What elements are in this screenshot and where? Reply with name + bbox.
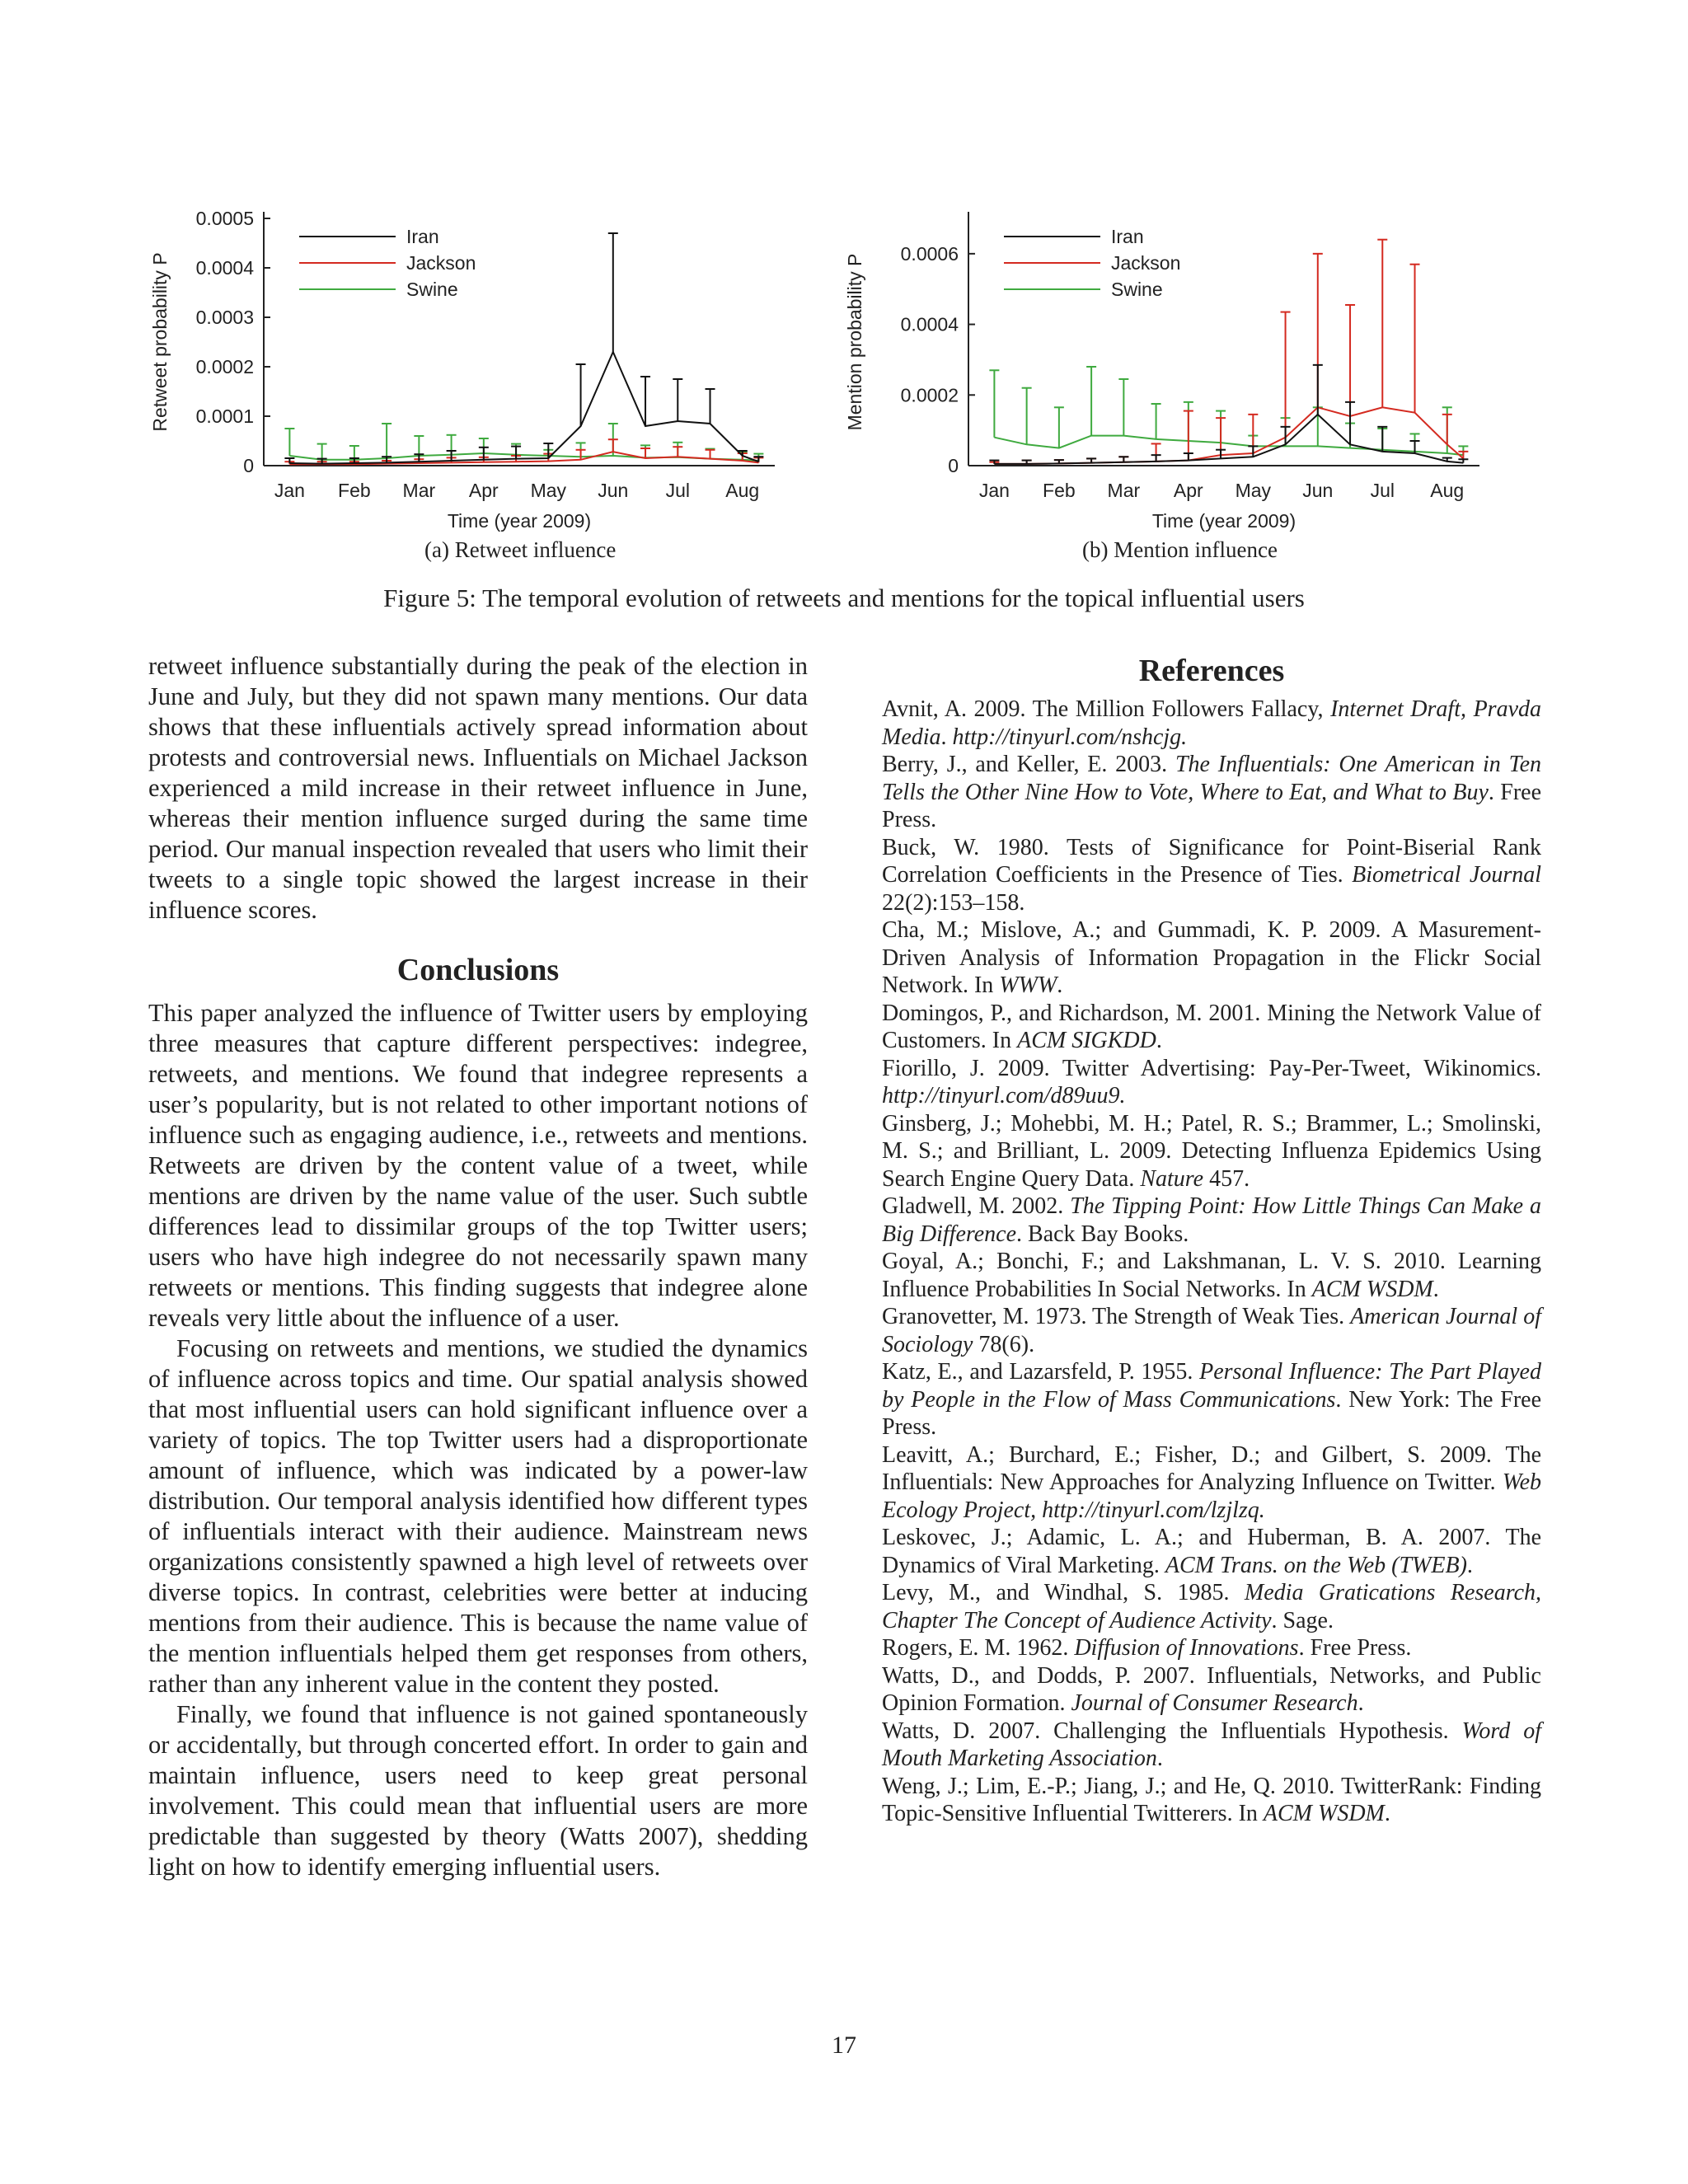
reference-italic: Internet Draft, Pravda Media [882, 696, 1541, 750]
reference-text: . [1156, 1028, 1162, 1053]
reference-text: Leskovec, J.; Adamic, L. A.; and Huberman, B. A. 2007. The Dynamics of Viral Marketing. [882, 1525, 1541, 1578]
reference-text: . [1057, 972, 1063, 998]
reference-text: Weng, J.; Lim, E.-P.; Jiang, J.; and He, Q. 2010. TwitterRank: Finding Topic-Sensitive Influential Twitterers. In [882, 1773, 1541, 1826]
reference-italic: Web Ecology Project, http://tinyurl.com/lzjlzq. [882, 1469, 1541, 1523]
legend-label: Jackson [1111, 252, 1181, 274]
reference-item [882, 1110, 1541, 1193]
x-axis-label: Time (year 2009) [1151, 510, 1296, 532]
reference-italic: The Influentials: One American in Ten Tells the Other Nine How to Vote, Where to Eat, and What to Buy [882, 752, 1542, 805]
reference-italic: Nature [1140, 1165, 1204, 1192]
paragraph-conclusions-2: Focusing on retweets and mentions, we studied the dynamics of influence across topics and time. Our spatial analysis showed that most influential users can hold significant influence over a variety of topics. The top Twitter users had a disproportionate amount of influence, which was indicated by a power-law distribution. Our temporal analysis identified how different types of influentials interact with their audience. Mainstream news organizations consistently spawned a high level of retweets over diverse topics. In contrast, celebrities were better at inducing mentions from their audience. This is because the name value of the mention influentials helped them get responses from others, rather than any inherent value in the content they posted. [148, 1334, 808, 1698]
y-tick-label: 0.0004 [900, 313, 959, 335]
series-swine [284, 424, 763, 461]
reference-text: Cha, M.; Mislove, A.; and Gummadi, K. P. 2009. A Masurement-Driven Analysis of Information Propagation in the Flickr Social Network. In [882, 917, 1541, 998]
reference-item [882, 834, 1541, 917]
reference-text: Watts, D. 2007. Challenging the Influentials Hypothesis. [882, 1718, 1462, 1744]
figure-caption: Figure 5: The temporal evolution of retweets and mentions for the topical influential users [383, 583, 1305, 612]
x-tick-label: Jul [665, 480, 690, 501]
y-tick-label: 0.0004 [195, 257, 254, 279]
mention-chart-svg [837, 181, 1512, 532]
reference-text: . [1466, 1552, 1473, 1578]
x-tick-label: Jan [978, 480, 1010, 501]
reference-text: . Sage. [1271, 1607, 1334, 1633]
reference-text: Katz, E., and Lazarsfeld, P. 1955. [882, 1359, 1200, 1385]
reference-text: . [1156, 1746, 1163, 1771]
x-tick-label: Aug [1430, 480, 1465, 501]
reference-text: Leavitt, A.; Burchard, E.; Fisher, D.; and Gilbert, S. 2009. The Influentials: New Approaches for Analyzing Influence on Twitter. [882, 1441, 1541, 1495]
reference-text: Goyal, A.; Bonchi, F.; and Lakshmanan, L. V. S. 2010. Learning Influence Probabilities In Social Networks. In [882, 1249, 1541, 1302]
reference-item [882, 1579, 1541, 1634]
x-tick-label: Apr [468, 480, 499, 501]
reference-item [882, 1441, 1541, 1525]
reference-item [882, 916, 1541, 1000]
reference-italic: Media Gratications Research, Chapter The Concept of Audience Activity [882, 1580, 1541, 1633]
reference-item [882, 1000, 1541, 1055]
subcaption-b: (b) Mention influence [1082, 537, 1278, 562]
x-tick-label: Feb [338, 480, 371, 501]
y-tick-label: 0.0006 [900, 242, 959, 265]
paragraph-conclusions-3: Finally, we found that influence is not gained spontaneously or accidentally, but through concerted effort. In order to gain and maintain influence, users need to keep great personal involvement. This could mean that influential users are more predictable than suggested by theory (Watts 2007), shedding light on how to identify emerging influential users. [148, 1700, 808, 1881]
reference-item [882, 1193, 1541, 1248]
right-column [882, 651, 1541, 1828]
reference-text: . Free Press. [882, 779, 1541, 832]
reference-text: Ginsberg, J.; Mohebbi, M. H.; Patel, R. S.; Brammer, L.; Smolinski, M. S.; and Brilliant, L. 2009. Detecting Influenza Epidemics Using Search Engine Query Data. [882, 1110, 1541, 1192]
reference-text: . [1384, 1801, 1390, 1826]
reference-italic: Diffusion of Innovations [1074, 1635, 1299, 1661]
x-tick-label: Jan [274, 480, 305, 501]
x-tick-label: Aug [725, 480, 760, 501]
reference-text: . Free Press. [1298, 1635, 1412, 1661]
retweet-chart-svg [132, 181, 808, 532]
x-tick-label: Jun [598, 480, 629, 501]
mention-influence-chart [837, 181, 1512, 532]
y-tick-label: 0 [948, 455, 959, 476]
x-tick-label: Apr [1173, 480, 1203, 501]
series-line [994, 407, 1463, 464]
y-tick-label: 0.0003 [195, 307, 254, 328]
reference-text: Levy, M., and Windhal, S. 1985. [882, 1580, 1245, 1605]
reference-text: Gladwell, M. 2002. [882, 1193, 1071, 1219]
reference-text: 457. [1203, 1165, 1250, 1192]
reference-text: . [1357, 1690, 1364, 1716]
reference-text: Watts, D., and Dodds, P. 2007. Influentials, Networks, and Public Opinion Formation. [882, 1662, 1541, 1716]
reference-text: 22(2):153–158. [882, 889, 1025, 916]
legend-label: Swine [406, 279, 458, 300]
reference-text: Domingos, P., and Richardson, M. 2001. Mining the Network Value of Customers. In [882, 1000, 1541, 1053]
y-tick-label: 0.0002 [900, 384, 959, 406]
reference-italic: Word of Mouth Marketing Association [882, 1718, 1541, 1771]
series-jackson [284, 439, 763, 464]
reference-italic: ACM WSDM [1263, 1801, 1385, 1826]
reference-item [882, 751, 1541, 834]
reference-text: Buck, W. 1980. Tests of Significance for Point-Biserial Rank Correlation Coefficients in the Presence of Ties. [882, 834, 1541, 888]
y-axis-label: Retweet probability P [149, 252, 171, 432]
x-tick-label: Feb [1043, 480, 1076, 501]
reference-italic: Biometrical Journal [1352, 862, 1542, 888]
reference-italic: The Tipping Point: How Little Things Can Make a Big Difference [882, 1193, 1541, 1247]
y-axis-label: Mention probability P [844, 253, 865, 431]
reference-item [882, 1358, 1541, 1441]
reference-item [882, 1055, 1541, 1110]
x-axis-label: Time (year 2009) [447, 510, 592, 532]
reference-item [882, 1634, 1541, 1662]
reference-text: . [940, 724, 953, 750]
reference-text: Berry, J., and Keller, E. 2003. [882, 752, 1175, 777]
x-tick-label: May [1235, 480, 1272, 501]
retweet-influence-chart [132, 181, 808, 532]
x-tick-label: Mar [402, 480, 436, 501]
x-tick-label: May [530, 480, 567, 501]
series-line [994, 415, 1463, 464]
reference-text: Granovetter, M. 1973. The Strength of Weak Ties. [882, 1304, 1351, 1329]
y-tick-label: 0 [243, 455, 254, 476]
legend-label: Swine [1111, 279, 1163, 300]
paragraph-conclusions-1: This paper analyzed the influence of Twitter users by employing three measures that capture different perspectives: indegree, retweets, and mentions. We found that indegree represents a user’s popularity, but is not related to other important notions of influence such as engaging audience, i.e., retweets and mentions. Retweets are driven by the content value of a tweet, while mentions are driven by the name value of the user. Such subtle differences lead to dissimilar groups of the top Twitter users; users who have high indegree do not necessarily spawn many retweets or mentions. This finding suggests that indegree alone reveals very little about the influence of a user. [148, 999, 808, 1332]
reference-list [882, 696, 1541, 1828]
subcaption-a: (a) Retweet influence [424, 537, 617, 562]
reference-item [882, 1303, 1541, 1358]
reference-item [882, 1773, 1541, 1828]
reference-italic: Journal of Consumer Research [1071, 1690, 1358, 1716]
series-iran [989, 365, 1468, 464]
series-iran [284, 233, 763, 464]
x-tick-label: Jul [1370, 480, 1395, 501]
reference-item [882, 1662, 1541, 1718]
legend-label: Jackson [406, 252, 476, 274]
y-tick-label: 0.0001 [195, 405, 254, 427]
series-swine [989, 367, 1468, 455]
reference-item [882, 1248, 1541, 1303]
conclusions-heading: Conclusions [396, 953, 560, 987]
reference-text: Fiorillo, J. 2009. Twitter Advertising: Pay-Per-Tweet, Wikinomics. [882, 1055, 1541, 1081]
x-tick-label: Jun [1302, 480, 1334, 501]
reference-italic: American Journal of Sociology [882, 1304, 1541, 1357]
page-number: 17 [832, 2032, 856, 2059]
reference-text: . New York: The Free Press. [882, 1386, 1541, 1440]
paragraph-results-continued: retweet influence substantially during the peak of the election in June and July, but they did not spawn many mentions. Our data shows that these influentials actively spread information about protests and controversial news. Influentials on Michael Jackson experienced a mild increase in their retweet influence in June, whereas their mention influence surged during the same time period. Our manual inspection revealed that users who limit their tweets to a single topic showed the largest increase in their influence scores. [148, 652, 808, 924]
y-tick-label: 0.0002 [195, 356, 254, 377]
reference-item [882, 1718, 1541, 1773]
reference-italic: WWW [999, 972, 1057, 998]
legend-label: Iran [406, 226, 439, 247]
reference-text: Avnit, A. 2009. The Million Followers Fallacy, [882, 696, 1331, 722]
reference-italic: ACM Trans. on the Web (TWEB) [1165, 1552, 1467, 1578]
reference-item [882, 696, 1541, 751]
reference-text: . Back Bay Books. [1016, 1221, 1189, 1247]
reference-text: . [1432, 1276, 1439, 1302]
reference-italic: ACM WSDM [1311, 1276, 1433, 1302]
left-column [148, 651, 808, 1882]
reference-item [882, 1524, 1541, 1579]
reference-italic: ACM SIGKDD [1017, 1028, 1156, 1053]
series-jackson [989, 240, 1468, 464]
reference-text: 78(6). [973, 1331, 1035, 1357]
y-tick-label: 0.0005 [195, 208, 254, 229]
references-heading: References [1138, 654, 1285, 688]
reference-italic: http://tinyurl.com/d89uu9. [882, 1083, 1126, 1108]
reference-italic: http://tinyurl.com/nshcjg. [952, 724, 1188, 750]
legend-label: Iran [1111, 226, 1144, 247]
x-tick-label: Mar [1107, 480, 1141, 501]
reference-italic: Personal Influence: The Part Played by People in the Flow of Mass Communications [882, 1359, 1541, 1413]
reference-text: Rogers, E. M. 1962. [882, 1635, 1075, 1661]
series-line [289, 352, 758, 464]
